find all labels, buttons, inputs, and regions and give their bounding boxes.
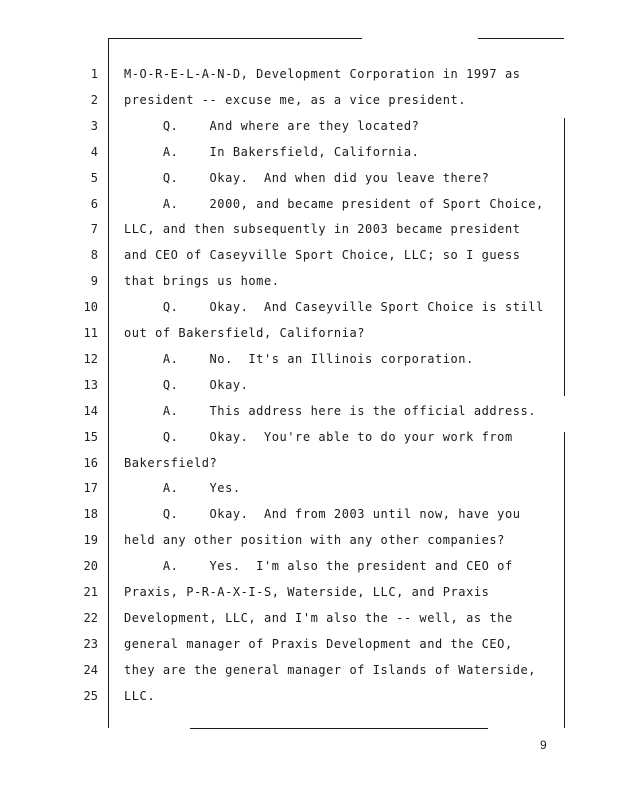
transcript-line: Q. Okay. And from 2003 until now, have you (124, 507, 521, 521)
frame-top-rule-right (478, 38, 564, 39)
transcript-line: Praxis, P-R-A-X-I-S, Waterside, LLC, and Praxis (124, 585, 490, 599)
line-number: 4 (90, 145, 98, 159)
transcript-line: LLC, and then subsequently in 2003 became president (124, 222, 521, 236)
transcript-line: held any other position with any other companies? (124, 533, 505, 547)
line-number: 11 (83, 326, 98, 340)
transcript-line: A. Yes. I'm also the president and CEO of (124, 559, 513, 573)
transcript-line: A. In Bakersfield, California. (124, 145, 420, 159)
line-number: 17 (83, 481, 98, 495)
transcript-line: president -- excuse me, as a vice president. (124, 93, 467, 107)
transcript-line: Bakersfield? (124, 456, 218, 470)
transcript-line: Q. Okay. You're able to do your work from (124, 430, 513, 444)
transcript-line: A. 2000, and became president of Sport Choice, (124, 197, 544, 211)
transcript-line: out of Bakersfield, California? (124, 326, 366, 340)
transcript-line: A. This address here is the official address. (124, 404, 537, 418)
frame-bottom-rule (190, 728, 488, 729)
line-number: 21 (83, 585, 98, 599)
line-number: 16 (83, 456, 98, 470)
line-number: 13 (83, 378, 98, 392)
transcript-line: M-O-R-E-L-A-N-D, Development Corporation in 1997 as (124, 67, 521, 81)
line-number: 25 (83, 689, 98, 703)
transcript-line: they are the general manager of Islands of Waterside, (124, 663, 537, 677)
frame-right-rule-lower (564, 432, 565, 728)
line-number: 7 (90, 222, 98, 236)
line-number: 6 (90, 197, 98, 211)
line-number: 24 (83, 663, 98, 677)
line-number: 9 (90, 274, 98, 288)
transcript-line: and CEO of Caseyville Sport Choice, LLC; so I guess (124, 248, 521, 262)
frame-right-rule (564, 118, 565, 396)
line-number: 19 (83, 533, 98, 547)
transcript-line: Q. Okay. And Caseyville Sport Choice is still (124, 300, 544, 314)
transcript-line: general manager of Praxis Development and the CEO, (124, 637, 513, 651)
page-number: 9 (540, 738, 547, 752)
transcript-line: that brings us home. (124, 274, 280, 288)
frame-top-rule (108, 38, 362, 39)
line-number: 20 (83, 559, 98, 573)
transcript-line: Development, LLC, and I'm also the -- well, as the (124, 611, 513, 625)
line-number: 18 (83, 507, 98, 521)
frame-left-rule (108, 38, 109, 728)
line-number: 5 (90, 171, 98, 185)
line-number: 12 (83, 352, 98, 366)
transcript-line: Q. Okay. And when did you leave there? (124, 171, 490, 185)
line-number: 14 (83, 404, 98, 418)
transcript-line: Q. Okay. (124, 378, 249, 392)
line-number: 1 (90, 67, 98, 81)
transcript-line: A. Yes. (124, 481, 241, 495)
line-number: 8 (90, 248, 98, 262)
line-number: 2 (90, 93, 98, 107)
transcript-line: A. No. It's an Illinois corporation. (124, 352, 474, 366)
line-number: 23 (83, 637, 98, 651)
line-number: 22 (83, 611, 98, 625)
line-number: 3 (90, 119, 98, 133)
transcript-line: LLC. (124, 689, 156, 703)
line-number: 10 (83, 300, 98, 314)
line-number: 15 (83, 430, 98, 444)
transcript-line: Q. And where are they located? (124, 119, 420, 133)
